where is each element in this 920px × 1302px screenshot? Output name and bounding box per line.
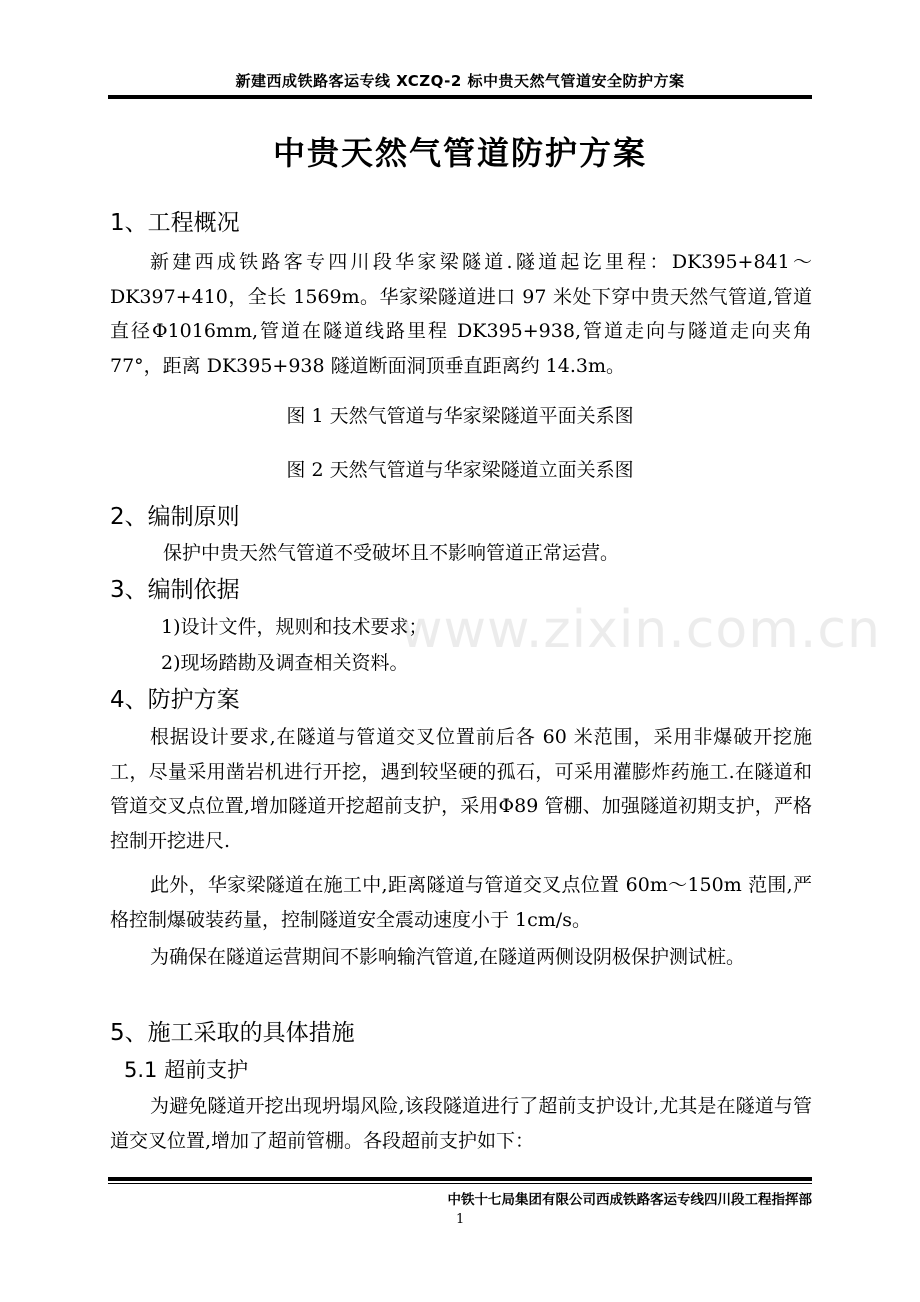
section-3-item-1: 1)设计文件，规则和技术要求； xyxy=(161,616,428,638)
section-4-paragraph-3: 为确保在隧道运营期间不影响输汽管道,在隧道两侧设阴极保护测试桩。 xyxy=(150,946,746,968)
running-footer: 中铁十七局集团有限公司西成铁路客运专线四川段工程指挥部 xyxy=(447,1192,812,1208)
footer-rule xyxy=(108,1177,812,1181)
section-4-heading: 4、防护方案 xyxy=(110,687,240,713)
section-4-paragraph-1: 根据设计要求,在隧道与管道交叉位置前后各 60 米范围，采用非爆破开挖施工，尽量采用凿岩机进行开挖，遇到较坚硬的孤石，可采用灌膨炸药施工.在隧道和管道交叉点位置,增加隧道开挖超前支护，采用Φ89 管棚、加强隧道初期支护，严格控制开挖进尺. xyxy=(110,726,812,852)
running-header: 新建西成铁路客运专线 XCZQ-2 标中贵天然气管道安全防护方案 xyxy=(235,72,685,90)
watermark: www.zixin.com.cn xyxy=(400,600,881,660)
section-4-paragraph-2: 此外，华家梁隧道在施工中,距离隧道与管道交叉点位置 60m～150m 范围,严格控制爆破装药量，控制隧道安全震动速度小于 1cm/s。 xyxy=(110,874,812,931)
section-3-item-2: 2)现场踏勘及调查相关资料。 xyxy=(161,652,409,674)
section-3-heading: 3、编制依据 xyxy=(110,577,240,603)
section-5-heading: 5、施工采取的具体措施 xyxy=(110,1020,355,1046)
footer-rule-thin xyxy=(108,1183,812,1184)
subsection-5-1-heading: 5.1 超前支护 xyxy=(124,1058,249,1082)
section-1-paragraph: 新建西成铁路客专四川段华家梁隧道.隧道起讫里程：DK395+841～DK397+410，全长 1569m。华家梁隧道进口 97 米处下穿中贵天然气管道,管道直径Φ1016mm,管道在隧道线路里程 DK395+938,管道走向与隧道走向夹角 77°，距离 DK395+938 隧道断面洞顶垂直距离约 14.3m。 xyxy=(110,251,812,377)
section-5-1-paragraph: 为避免隧道开挖出现坍塌风险,该段隧道进行了超前支护设计,尤其是在隧道与管道交叉位置,增加了超前管棚。各段超前支护如下： xyxy=(110,1095,812,1152)
section-1-heading: 1、工程概况 xyxy=(110,210,240,236)
figure-1-caption: 图 1 天然气管道与华家梁隧道平面关系图 xyxy=(286,405,634,427)
section-2-heading: 2、编制原则 xyxy=(110,504,240,530)
document-title: 中贵天然气管道防护方案 xyxy=(272,134,647,172)
header-rule xyxy=(108,95,812,99)
figure-2-caption: 图 2 天然气管道与华家梁隧道立面关系图 xyxy=(286,459,634,481)
section-2-paragraph: 保护中贵天然气管道不受破坏且不影响管道正常运营。 xyxy=(163,542,620,564)
page-number: 1 xyxy=(456,1212,465,1227)
